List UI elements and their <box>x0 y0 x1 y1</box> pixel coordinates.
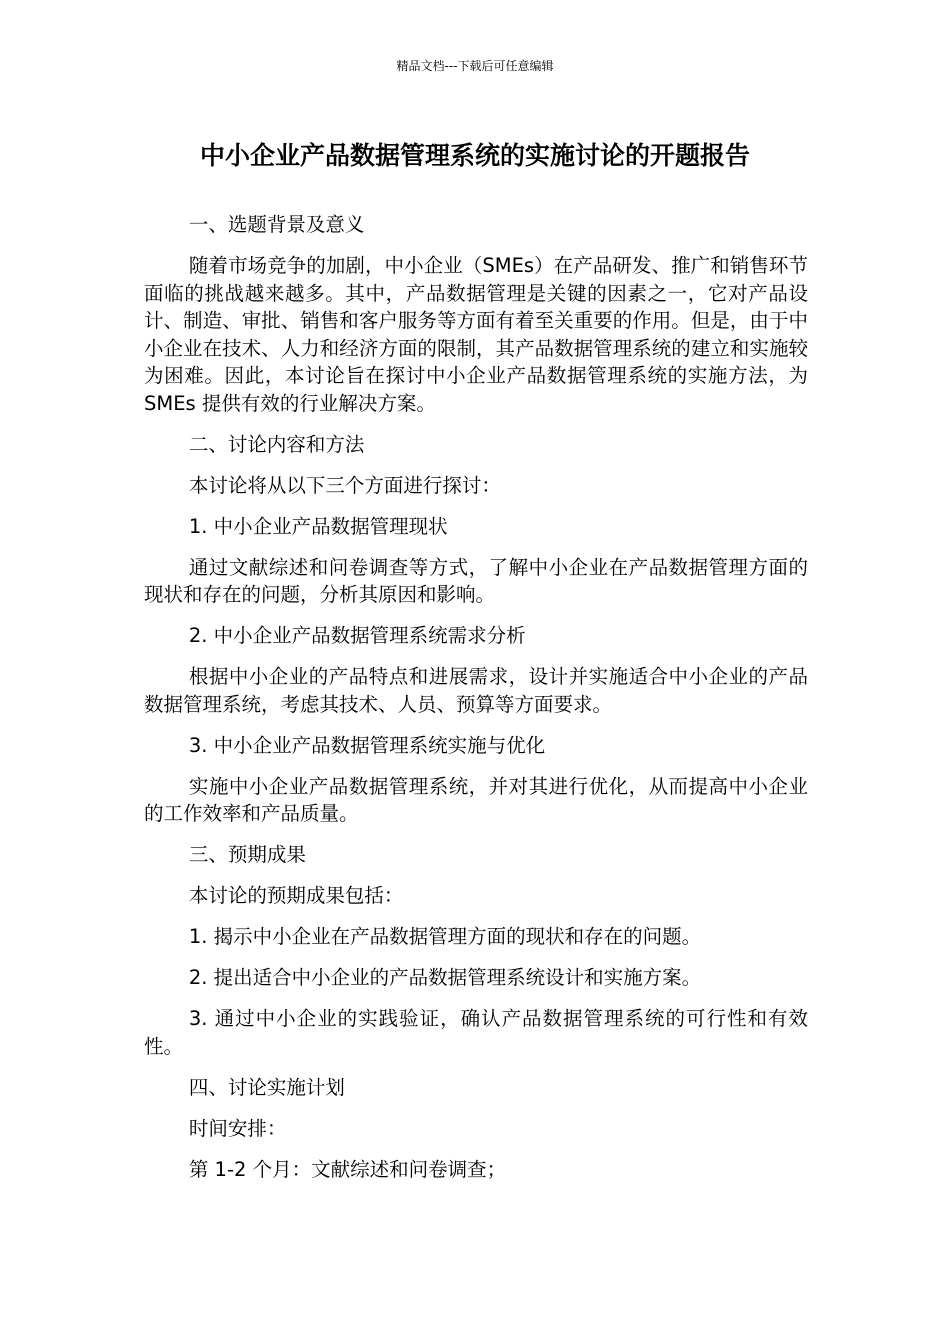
paragraph-background: 随着市场竞争的加剧，中小企业（SMEs）在产品研发、推广和销售环节面临的挑战越来越多。其中，产品数据管理是关键的因素之一，它对产品设计、制造、审批、销售和客户服务等方面有着至关重要的作用。但是，由于中小企业在技术、人力和经济方面的限制，其产品数据管理系统的建立和实施较为困难。因此，本讨论旨在探讨中小企业产品数据管理系统的实施方法，为 SMEs 提供有效的行业解决方案。 <box>144 254 808 415</box>
section-heading-content-method: 二、讨论内容和方法 <box>188 432 365 456</box>
list-item-status-heading: 1. 中小企业产品数据管理现状 <box>188 514 448 538</box>
document-title: 中小企业产品数据管理系统的实施讨论的开题报告 <box>199 141 750 170</box>
document-body <box>144 211 808 1197</box>
list-item-result-1: 1. 揭示中小企业在产品数据管理方面的现状和存在的问题。 <box>188 925 702 948</box>
section-heading-background: 一、选题背景及意义 <box>188 213 365 236</box>
paragraph-schedule-label: 时间安排： <box>188 1116 287 1140</box>
list-item-result-3: 3. 通过中小企业的实践验证，确认产品数据管理系统的可行性和有效性。 <box>144 1007 808 1058</box>
paragraph-status: 通过文献综述和问卷调查等方式，了解中小企业在产品数据管理方面的现状和存在的问题，分析其原因和影响。 <box>144 555 808 606</box>
paragraph-implementation: 实施中小企业产品数据管理系统，并对其进行优化，从而提高中小企业的工作效率和产品质量。 <box>144 774 808 825</box>
paragraph-intro-aspects: 本讨论将从以下三个方面进行探讨： <box>188 473 501 497</box>
section-heading-expected-results: 三、预期成果 <box>188 843 306 866</box>
paragraph-requirements: 根据中小企业的产品特点和进展需求，设计并实施适合中小企业的产品数据管理系统，考虑其技术、人员、预算等方面要求。 <box>144 665 808 716</box>
paragraph-results-intro: 本讨论的预期成果包括： <box>188 884 404 907</box>
list-item-implementation-heading: 3. 中小企业产品数据管理系统实施与优化 <box>188 733 546 757</box>
page-header-note: 精品文档---下载后可任意编辑 <box>396 59 554 73</box>
schedule-item-month-1-2: 第 1-2 个月：文献综述和问卷调查； <box>188 1157 507 1181</box>
list-item-result-2: 2. 提出适合中小企业的产品数据管理系统设计和实施方案。 <box>188 966 702 989</box>
section-heading-plan: 四、讨论实施计划 <box>188 1075 345 1099</box>
list-item-requirements-heading: 2. 中小企业产品数据管理系统需求分析 <box>188 624 526 647</box>
